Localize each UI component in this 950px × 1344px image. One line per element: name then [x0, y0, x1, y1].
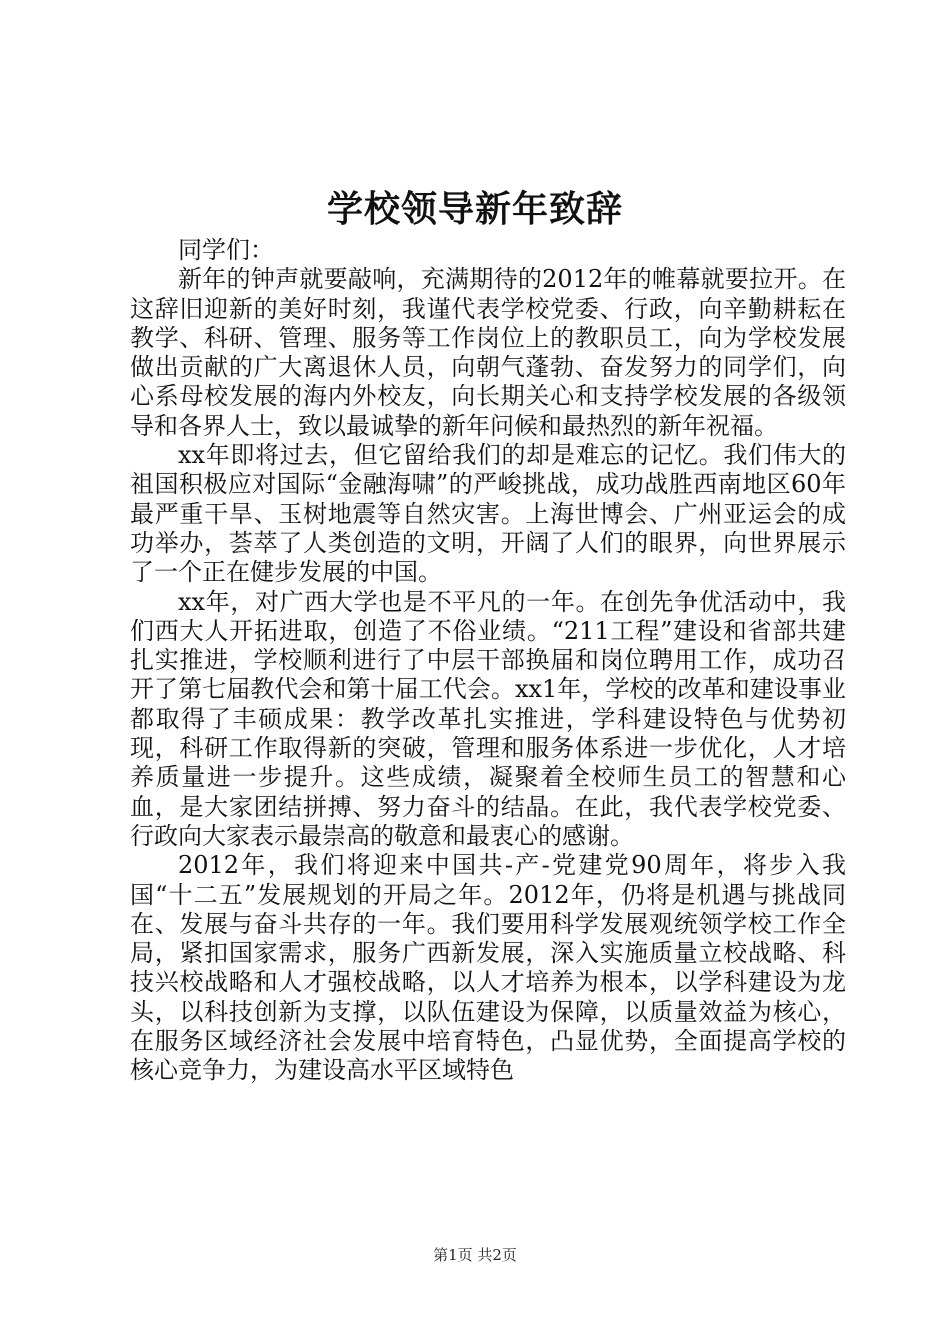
- salutation-paragraph: 同学们：: [178, 236, 274, 264]
- page-number-footer: 第1页 共2页: [433, 1246, 517, 1264]
- body-paragraph: 新年的钟声就要敲响，充满期待的2012年的帷幕就要拉开。在这辞旧迎新的美好时刻，我谨代表学校党委、行政，向辛勤耕耘在教学、科研、管理、服务等工作岗位上的教职员工，向为学校发展做出贡献的广大离退休人员，向朝气蓬勃、奋发努力的同学们，向心系母校发展的海内外校友，向长期关心和支持学校发展的各级领导和各界人士，致以最诚挚的新年问候和最热烈的新年祝福。: [130, 265, 846, 440]
- document-body: [130, 236, 846, 1086]
- body-paragraph: xx年即将过去，但它留给我们的却是难忘的记忆。我们伟大的祖国积极应对国际“金融海啸”的严峻挑战，成功战胜西南地区60年最严重干旱、玉树地震等自然灾害。上海世博会、广州亚运会的成功举办，荟萃了人类创造的文明，开阔了人们的眼界，向世界展示了一个正在健步发展的中国。: [130, 441, 846, 587]
- body-paragraph: 2012年，我们将迎来中国共-产-党建党90周年，将步入我国“十二五”发展规划的开局之年。2012年，仍将是机遇与挑战同在、发展与奋斗共存的一年。我们要用科学发展观统领学校工作全局，紧扣国家需求，服务广西新发展，深入实施质量立校战略、科技兴校战略和人才强校战略，以人才培养为根本，以学科建设为龙头，以科技创新为支撑，以队伍建设为保障，以质量效益为核心，在服务区域经济社会发展中培育特色，凸显优势，全面提高学校的核心竞争力，为建设高水平区域特色: [130, 851, 846, 1085]
- body-paragraph: xx年，对广西大学也是不平凡的一年。在创先争优活动中，我们西大人开拓进取，创造了不俗业绩。“211工程”建设和省部共建扎实推进，学校顺利进行了中层干部换届和岗位聘用工作，成功召开了第七届教代会和第十届工代会。xx1年，学校的改革和建设事业都取得了丰硕成果：教学改革扎实推进，学科建设特色与优势初现，科研工作取得新的突破，管理和服务体系进一步优化，人才培养质量进一步提升。这些成绩，凝聚着全校师生员工的智慧和心血，是大家团结拼搏、努力奋斗的结晶。在此，我代表学校党委、行政向大家表示最崇高的敬意和最衷心的感谢。: [130, 587, 846, 850]
- document-title: 学校领导新年致辞: [326, 188, 623, 230]
